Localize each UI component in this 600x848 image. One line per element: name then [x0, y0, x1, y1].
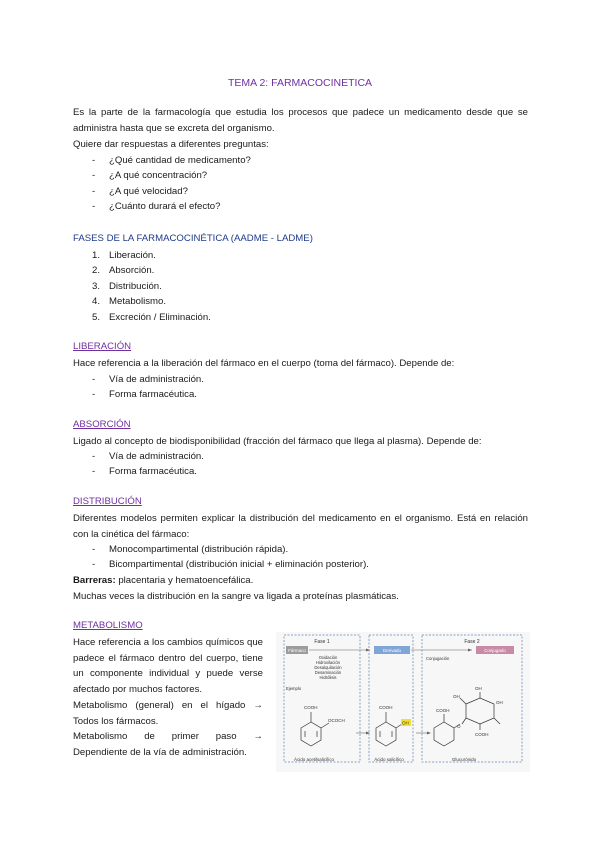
arrowhead: [427, 732, 431, 735]
fases-heading: FASES DE LA FARMACOCINÉTICA (AADME - LADME): [73, 233, 313, 244]
distribucion-text: Diferentes modelos permiten explicar la distribución del medicamento en el organismo. Está en relación con la cinética del fármaco:: [73, 513, 528, 540]
liberacion-list: [92, 372, 204, 403]
list-item: - ¿Qué cantidad de medicamento?: [92, 155, 251, 166]
aspirin-label: Ácido acetilsalicílico: [293, 757, 335, 762]
reaction-label: Hidrólisis: [319, 675, 337, 680]
metabolismo-line1: Metabolismo (general) en el hígado → Todos los fármacos.: [73, 700, 263, 727]
list-item: 3. Distribución.: [92, 280, 162, 292]
oh-label: OH: [475, 686, 482, 691]
metabolismo-heading: METABOLISMO: [73, 620, 143, 631]
cooh-label: COOH: [436, 708, 450, 713]
fases-list: [92, 248, 211, 325]
metabolism-diagram: [276, 632, 530, 772]
list-item: - Bicompartimental (distribución inicial + eliminación posterior).: [92, 559, 369, 571]
glucuronide-structure: [434, 692, 500, 746]
oh-label: OH: [402, 720, 409, 726]
fase1-label: Fase 1: [314, 639, 330, 645]
absorcion-list: [92, 449, 204, 480]
metabolismo-line2: Metabolismo de primer paso → Dependiente de la vía de administración.: [73, 731, 263, 758]
oh-label: OH: [496, 700, 503, 705]
questions-lead: Quiere dar respuestas a diferentes preguntas:: [73, 139, 269, 150]
reaction-label: Hidroxilación: [316, 660, 340, 665]
reaction-label: Desaminación: [314, 670, 342, 675]
aspirin-structure: [301, 712, 329, 746]
absorcion-text: Ligado al concepto de biodisponibilidad (fracción del fármaco que llega al plasma). Depende de:: [73, 436, 482, 447]
o-label: O: [457, 724, 461, 729]
distribucion-heading: DISTRIBUCIÓN: [73, 496, 142, 507]
cooh-label: COOH: [304, 705, 318, 710]
list-item: - Monocompartimental (distribución rápida).: [92, 544, 289, 555]
absorcion-heading: ABSORCIÓN: [73, 419, 131, 430]
list-item: 4. Metabolismo.: [92, 296, 167, 308]
list-item: 1. Liberación.: [92, 250, 156, 261]
derivado-label: Derivado: [382, 648, 402, 653]
questions-list: [92, 153, 251, 215]
list-item: 5. Excreción / Eliminación.: [92, 311, 211, 323]
distribucion-closing: Muchas veces la distribución en la sangre va ligada a proteínas plasmáticas.: [73, 591, 399, 602]
ejemplo-label: Ejemplo: [286, 686, 302, 691]
ococh3-label: OCOCH: [328, 718, 345, 723]
list-item: 2. Absorción.: [92, 265, 155, 277]
salicylic-label: Ácido salicílico: [374, 757, 404, 762]
glucuronide-label: Glucurónido: [451, 757, 477, 762]
barreras-line: Barreras: placentaria y hematoencefálica.: [73, 575, 254, 586]
reaction-label: Desalquilación: [314, 665, 342, 670]
page-title: TEMA 2: FARMACOCINETICA: [227, 77, 373, 89]
liberacion-heading: LIBERACIÓN: [73, 341, 132, 352]
list-item: - Forma farmacéutica.: [92, 389, 197, 401]
barreras-label: Barreras:: [73, 575, 116, 586]
salicylic-structure: [376, 712, 402, 746]
fase2-label: Fase 2: [464, 639, 480, 645]
arrowhead: [468, 649, 472, 652]
metabolismo-text: Hace referencia a los cambios químicos que padece el fármaco dentro del cuerpo, tiene un componente individual y puede verse afectado por muchos factores.: [73, 637, 263, 695]
list-item: - ¿A qué concentración?: [92, 170, 208, 182]
cooh-label: COOH: [475, 732, 489, 737]
farmaco-label: Fármaco: [288, 648, 306, 653]
cooh-label: COOH: [379, 705, 393, 710]
fase2-box: [422, 635, 522, 762]
list-item: - Vía de administración.: [92, 451, 204, 462]
list-item: - Vía de administración.: [92, 374, 204, 385]
list-item: - ¿Cuánto durará el efecto?: [92, 201, 221, 213]
list-item: - Forma farmacéutica.: [92, 466, 197, 478]
oh-label: OH: [453, 694, 460, 699]
intro-paragraph: Es la parte de la farmacología que estudia los procesos que padece un medicamento desde que se administra hasta que se excreta del organismo.: [73, 107, 528, 134]
list-item: - ¿A qué velocidad?: [92, 185, 188, 197]
distribucion-list: [92, 542, 369, 573]
conjugacion-label: Conjugación: [426, 656, 450, 661]
liberacion-text: Hace referencia a la liberación del fármaco en el cuerpo (toma del fármaco). Depende de:: [73, 358, 455, 369]
conjugado-label: Conjugado: [484, 648, 506, 653]
metabolism-figure: [276, 632, 530, 772]
reaction-label: Oxidación: [318, 655, 338, 660]
